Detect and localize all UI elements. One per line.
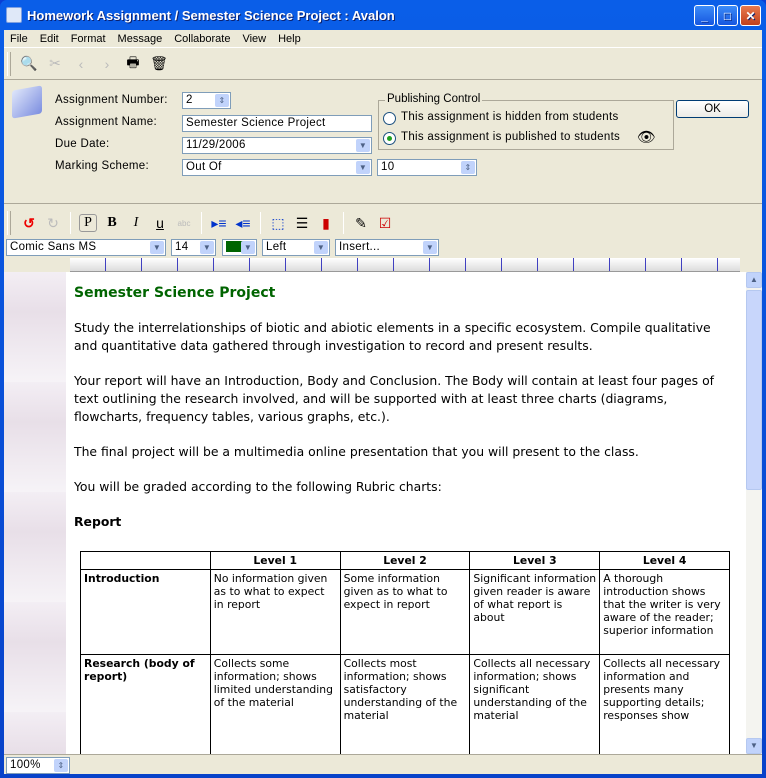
align-value: Left bbox=[266, 241, 287, 253]
published-label[interactable]: This assignment is published to students bbox=[401, 131, 621, 143]
spin-icon[interactable]: ⇕ bbox=[461, 161, 475, 174]
eye-icon: 👁 bbox=[637, 129, 657, 146]
menu-view[interactable]: View bbox=[242, 32, 267, 45]
scheme-value: Out Of bbox=[186, 161, 222, 173]
menu-message[interactable]: Message bbox=[117, 32, 163, 45]
spin-icon[interactable]: ⇕ bbox=[215, 94, 229, 107]
paragraph: You will be graded according to the following Rubric charts: bbox=[74, 479, 442, 494]
marking-scheme-label: Marking Scheme: bbox=[55, 160, 149, 172]
table-cell: Collects all necessary information and presents many supporting details; responses show bbox=[600, 655, 730, 755]
align-select[interactable] bbox=[262, 239, 330, 256]
print-icon[interactable]: 🖶 bbox=[126, 53, 140, 70]
due-date-select[interactable] bbox=[182, 137, 372, 154]
minimize-button[interactable]: _ bbox=[694, 5, 715, 26]
published-radio[interactable] bbox=[383, 132, 396, 145]
underline-icon[interactable]: u bbox=[156, 215, 164, 231]
fraction-icon[interactable]: ▮ bbox=[322, 214, 330, 231]
window-title: Homework Assignment / Semester Science Project : Avalon bbox=[27, 7, 395, 23]
header-cell: Level 1 bbox=[210, 552, 340, 570]
font-row bbox=[4, 239, 762, 259]
due-date-value: 11/29/2006 bbox=[186, 139, 246, 151]
document-editor[interactable] bbox=[4, 272, 746, 754]
close-button[interactable]: ✕ bbox=[740, 5, 761, 26]
table-cell: No information given as to what to expect in report bbox=[210, 570, 340, 655]
table-cell: A thorough introduction shows that the writer is very aware of the reader; superior information bbox=[600, 570, 730, 655]
scroll-thumb[interactable] bbox=[746, 290, 762, 490]
table-cell: Some information given as to what to expect in report bbox=[340, 570, 470, 655]
assignment-name-input[interactable]: Semester Science Project bbox=[182, 115, 372, 132]
chevron-down-icon[interactable]: ▼ bbox=[356, 139, 370, 152]
main-toolbar bbox=[4, 48, 762, 80]
ruler[interactable] bbox=[70, 258, 740, 272]
paragraph: Your report will have an Introduction, Body and Conclusion. The Body will contain at least four pages of text outlining the research involved, and will be supported with at least three charts (diagrams, flowcharts, frequency tables, various graphs, etc.). bbox=[74, 373, 715, 424]
strikethrough-icon[interactable]: abc bbox=[177, 218, 191, 228]
number-label: Assignment Number: bbox=[55, 94, 168, 106]
next-icon[interactable]: › bbox=[104, 55, 110, 72]
toolbar-grip[interactable] bbox=[7, 211, 11, 235]
header-cell: Level 3 bbox=[470, 552, 600, 570]
insert-select[interactable] bbox=[335, 239, 439, 256]
menu-bar bbox=[4, 30, 762, 48]
paragraph: The final project will be a multimedia online presentation that you will present to the class. bbox=[74, 444, 639, 459]
undo-icon[interactable]: ↺ bbox=[23, 214, 35, 231]
due-date-label: Due Date: bbox=[55, 138, 110, 150]
chevron-down-icon[interactable]: ▼ bbox=[423, 241, 437, 254]
marking-scheme-select[interactable] bbox=[182, 159, 372, 176]
italic-icon[interactable]: I bbox=[133, 215, 139, 230]
paragraph-icon[interactable]: P bbox=[79, 214, 97, 232]
add-pen-icon[interactable]: ✎ bbox=[355, 214, 367, 231]
table-row bbox=[81, 655, 730, 755]
title-bar bbox=[0, 0, 766, 30]
vertical-scrollbar[interactable] bbox=[746, 272, 762, 754]
chevron-down-icon[interactable]: ▼ bbox=[200, 241, 214, 254]
list-check-icon[interactable]: ☰ bbox=[295, 214, 309, 231]
header-cell bbox=[81, 552, 211, 570]
table-cell: Collects most information; shows satisfactory understanding of the material bbox=[340, 655, 470, 755]
scroll-down-button[interactable]: ▼ bbox=[746, 738, 762, 754]
toolbar-grip[interactable] bbox=[7, 52, 11, 76]
client-area bbox=[4, 30, 762, 774]
table-cell: Significant information given reader is aware of what report is about bbox=[470, 570, 600, 655]
ok-button[interactable]: OK bbox=[676, 100, 749, 118]
chevron-down-icon[interactable]: ▼ bbox=[314, 241, 328, 254]
publishing-legend: Publishing Control bbox=[387, 93, 481, 105]
spellcheck-icon[interactable]: ☑ bbox=[378, 214, 392, 231]
format-toolbar bbox=[4, 207, 762, 239]
report-subhead: Report bbox=[74, 514, 122, 529]
chevron-down-icon[interactable]: ▼ bbox=[241, 241, 255, 254]
previous-icon[interactable]: ‹ bbox=[78, 55, 84, 72]
out-of-stepper[interactable] bbox=[377, 159, 477, 176]
row-header: Introduction bbox=[81, 570, 211, 655]
table-cell: Collects some information; shows limited understanding of the material bbox=[210, 655, 340, 755]
search-icon[interactable]: 🔍 bbox=[20, 55, 38, 71]
select-icon[interactable]: ⬚ bbox=[271, 214, 285, 231]
header-cell: Level 4 bbox=[600, 552, 730, 570]
color-select[interactable] bbox=[222, 239, 257, 256]
font-select[interactable] bbox=[6, 239, 166, 256]
menu-collaborate[interactable]: Collaborate bbox=[174, 32, 231, 45]
maximize-button[interactable]: □ bbox=[717, 5, 738, 26]
paragraph: Study the interrelationships of biotic and abiotic elements in a specific ecosystem. Compile qualitative and quantitative data gathered through investigation to record and present results. bbox=[74, 320, 711, 353]
indent-icon[interactable]: ▸≡ bbox=[211, 214, 227, 231]
menu-edit[interactable]: Edit bbox=[39, 32, 59, 45]
menu-format[interactable]: Format bbox=[70, 32, 106, 45]
number-value: 2 bbox=[186, 94, 193, 106]
size-value: 14 bbox=[175, 241, 189, 253]
menu-help[interactable]: Help bbox=[278, 32, 301, 45]
tools-icon[interactable]: ✂ bbox=[49, 55, 61, 71]
assignment-number-stepper[interactable] bbox=[182, 92, 231, 109]
publishing-control-group bbox=[378, 93, 674, 150]
bold-icon[interactable]: B bbox=[107, 215, 117, 230]
rubric-table bbox=[80, 551, 730, 754]
assignment-form bbox=[4, 80, 762, 204]
decorative-border-image bbox=[4, 272, 66, 754]
font-value: Comic Sans MS bbox=[10, 241, 97, 253]
scroll-up-button[interactable]: ▲ bbox=[746, 272, 762, 288]
status-bar bbox=[4, 754, 762, 774]
header-cell: Level 2 bbox=[340, 552, 470, 570]
outdent-icon[interactable]: ◂≡ bbox=[235, 214, 251, 231]
hidden-label[interactable]: This assignment is hidden from students bbox=[401, 111, 619, 123]
assignment-icon bbox=[12, 85, 42, 118]
out-of-value: 10 bbox=[381, 161, 395, 173]
name-label: Assignment Name: bbox=[55, 116, 157, 128]
chevron-down-icon[interactable]: ▼ bbox=[150, 241, 164, 254]
hidden-radio[interactable] bbox=[383, 112, 396, 125]
table-row bbox=[81, 570, 730, 655]
table-header-row bbox=[81, 552, 730, 570]
trash-icon[interactable]: 🗑 bbox=[150, 55, 168, 71]
size-select[interactable] bbox=[171, 239, 216, 256]
doc-title: Semester Science Project bbox=[74, 285, 276, 301]
row-header: Research (body of report) bbox=[81, 655, 211, 755]
zoom-stepper[interactable] bbox=[6, 757, 70, 774]
table-cell: Collects all necessary information; shows significant understanding of the material bbox=[470, 655, 600, 755]
app-icon bbox=[6, 7, 22, 23]
chevron-down-icon[interactable]: ▼ bbox=[356, 161, 370, 174]
zoom-value: 100% bbox=[10, 759, 41, 771]
redo-icon[interactable]: ↻ bbox=[47, 214, 59, 231]
insert-value: Insert... bbox=[339, 241, 381, 253]
spin-icon[interactable]: ⇕ bbox=[54, 759, 68, 772]
menu-file[interactable]: File bbox=[10, 32, 28, 45]
